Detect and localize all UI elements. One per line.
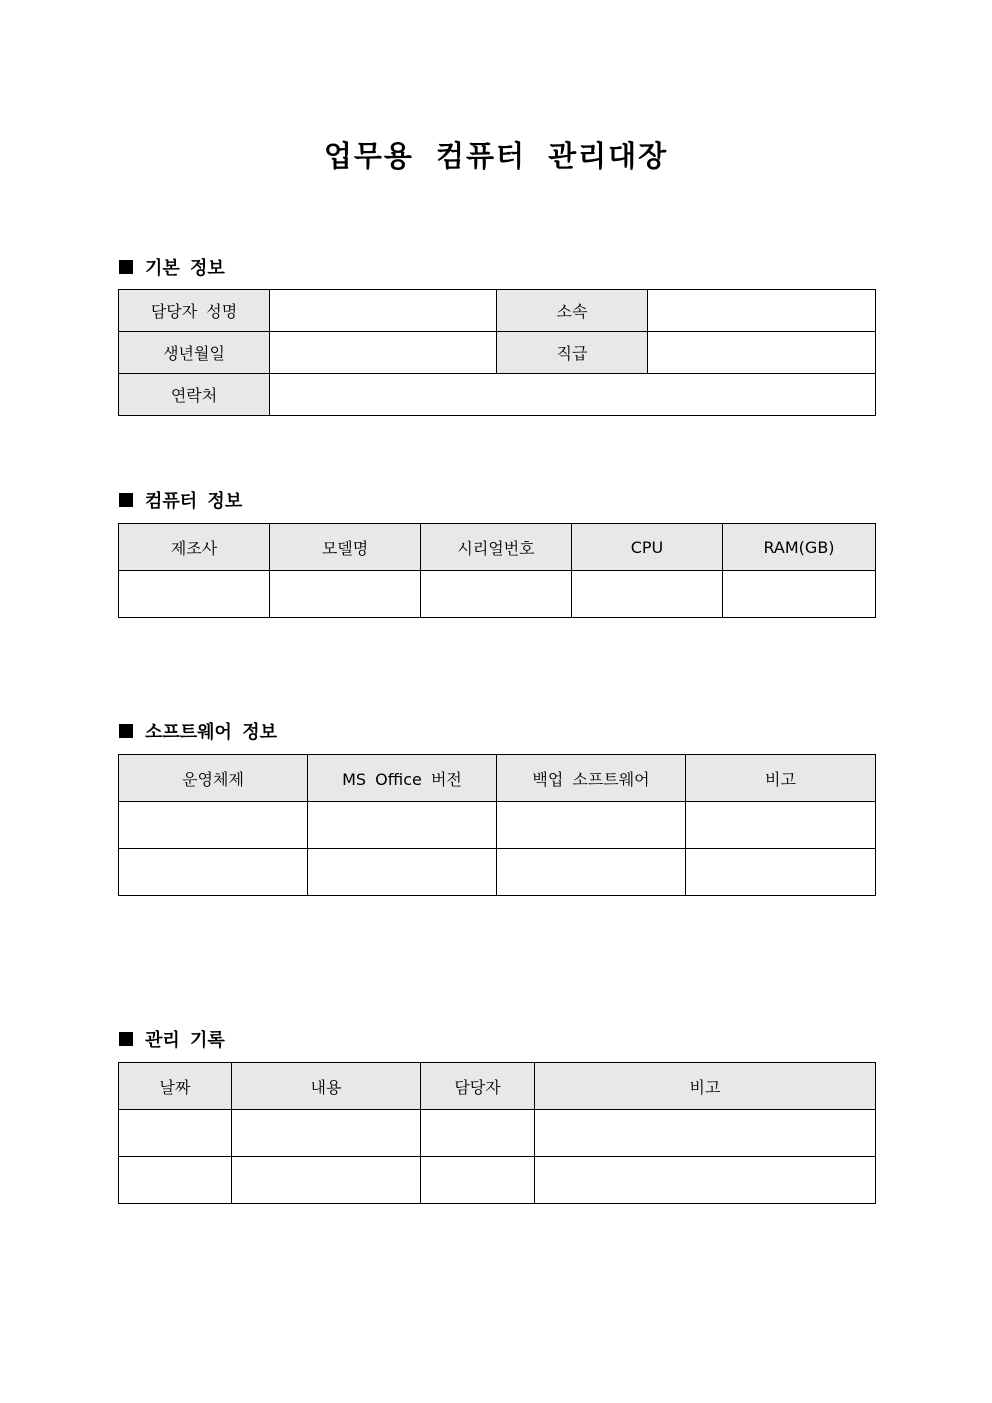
table-row (119, 571, 876, 618)
content-cell[interactable] (232, 1157, 421, 1204)
manager-name-label: 담당자 성명 (119, 290, 270, 332)
notes-cell[interactable] (686, 849, 876, 896)
column-header-os: 운영체제 (119, 755, 308, 802)
column-header-date: 날짜 (119, 1063, 232, 1110)
birth-date-field[interactable] (270, 332, 497, 374)
office-version-cell[interactable] (308, 802, 497, 849)
table-row (119, 1157, 876, 1204)
square-bullet-icon (119, 1032, 133, 1046)
manager-name-field[interactable] (270, 290, 497, 332)
table-header-row (119, 1063, 876, 1110)
table-row (119, 332, 876, 374)
square-bullet-icon (119, 260, 133, 274)
column-header-model: 모델명 (270, 524, 421, 571)
table-row (119, 849, 876, 896)
column-header-notes: 비고 (686, 755, 876, 802)
table-row (119, 374, 876, 416)
date-cell[interactable] (119, 1157, 232, 1204)
column-header-cpu: CPU (572, 524, 723, 571)
date-cell[interactable] (119, 1110, 232, 1157)
backup-software-cell[interactable] (497, 802, 686, 849)
affiliation-label: 소속 (497, 290, 648, 332)
notes-cell[interactable] (535, 1110, 876, 1157)
affiliation-field[interactable] (648, 290, 876, 332)
computer-info-table (118, 523, 876, 618)
table-header-row (119, 755, 876, 802)
basic-info-table (118, 289, 876, 416)
cpu-cell[interactable] (572, 571, 723, 618)
table-row (119, 1110, 876, 1157)
os-cell[interactable] (119, 802, 308, 849)
section-heading-computer (119, 487, 242, 513)
manufacturer-cell[interactable] (119, 571, 270, 618)
birth-date-label: 생년월일 (119, 332, 270, 374)
management-records-table (118, 1062, 876, 1204)
table-row (119, 290, 876, 332)
column-header-office-version: MS Office 버전 (308, 755, 497, 802)
column-header-manufacturer: 제조사 (119, 524, 270, 571)
manager-cell[interactable] (421, 1157, 535, 1204)
column-header-manager: 담당자 (421, 1063, 535, 1110)
contact-label: 연락처 (119, 374, 270, 416)
table-row (119, 802, 876, 849)
table-header-row (119, 524, 876, 571)
notes-cell[interactable] (686, 802, 876, 849)
document-title: 업무용 컴퓨터 관리대장 (323, 139, 669, 173)
contact-field[interactable] (270, 374, 876, 416)
software-info-table (118, 754, 876, 896)
column-header-notes: 비고 (535, 1063, 876, 1110)
notes-cell[interactable] (535, 1157, 876, 1204)
model-cell[interactable] (270, 571, 421, 618)
square-bullet-icon (119, 724, 133, 738)
section-title-basic: 기본 정보 (145, 258, 225, 279)
backup-software-cell[interactable] (497, 849, 686, 896)
column-header-ram: RAM(GB) (723, 524, 876, 571)
ram-cell[interactable] (723, 571, 876, 618)
section-heading-records (119, 1026, 225, 1052)
column-header-serial: 시리얼번호 (421, 524, 572, 571)
os-cell[interactable] (119, 849, 308, 896)
column-header-content: 내용 (232, 1063, 421, 1110)
position-field[interactable] (648, 332, 876, 374)
section-title-computer: 컴퓨터 정보 (145, 491, 243, 512)
section-heading-basic (119, 254, 225, 280)
office-version-cell[interactable] (308, 849, 497, 896)
position-label: 직급 (497, 332, 648, 374)
section-title-software: 소프트웨어 정보 (145, 722, 277, 743)
section-title-records: 관리 기록 (145, 1030, 225, 1051)
serial-cell[interactable] (421, 571, 572, 618)
column-header-backup-software: 백업 소프트웨어 (497, 755, 686, 802)
content-cell[interactable] (232, 1110, 421, 1157)
section-heading-software (119, 718, 277, 744)
manager-cell[interactable] (421, 1110, 535, 1157)
square-bullet-icon (119, 493, 133, 507)
